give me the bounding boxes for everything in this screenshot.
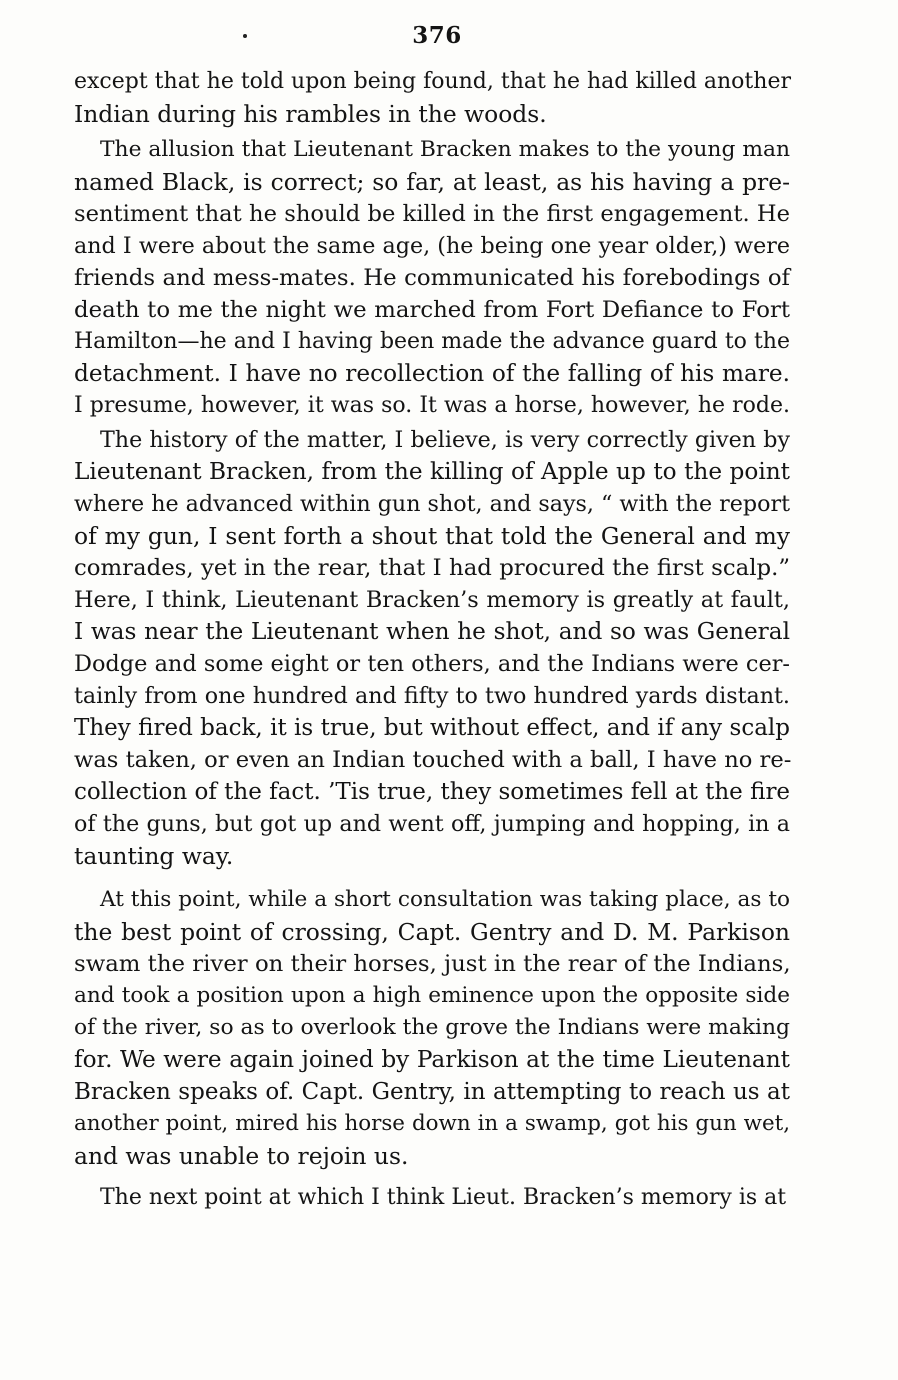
- text-line: and was unable to rejoin us.: [74, 1142, 409, 1170]
- text-line: friends and mess-mates. He communicated his forebodings of: [74, 265, 790, 291]
- text-line: comrades, yet in the rear, that I had procured the first scalp.”: [74, 555, 790, 581]
- text-line: named Black, is correct; so far, at least, as his having a pre-: [74, 168, 790, 196]
- text-line: sentiment that he should be killed in the first engagement. He: [74, 201, 790, 227]
- text-line: for. We were again joined by Parkison at the time Lieutenant: [74, 1046, 790, 1073]
- text-line: The history of the matter, I believe, is very correctly given by: [100, 427, 790, 453]
- text-line: The allusion that Lieutenant Bracken makes to the young man: [100, 137, 791, 162]
- text-line: I was near the Lieutenant when he shot, and so was General: [74, 618, 790, 645]
- text-line: Bracken speaks of. Capt. Gentry, in attempting to reach us at: [74, 1079, 790, 1105]
- text-line: The next point at which I think Lieut. Bracken’s memory is at: [100, 1185, 787, 1210]
- text-line: death to me the night we marched from Fort Defiance to Fort: [74, 297, 790, 323]
- text-line: Hamilton—he and I having been made the advance guard to the: [74, 329, 790, 354]
- text-line: collection of the fact. ’Tis true, they sometimes fell at the fire: [74, 779, 791, 805]
- text-line: of my gun, I sent forth a shout that told the General and my: [74, 522, 790, 550]
- text-line: Indian during his rambles in the woods.: [74, 100, 547, 128]
- text-line: another point, mired his horse down in a swamp, got his gun wet,: [74, 1111, 790, 1136]
- text-line: where he advanced within gun shot, and says, “ with the report: [74, 491, 790, 517]
- text-line: and took a position upon a high eminence upon the opposite side: [74, 983, 790, 1008]
- text-line: detachment. I have no recollection of the falling of his mare.: [74, 360, 790, 387]
- text-line: Lieutenant Bracken, from the killing of Apple up to the point: [74, 458, 790, 485]
- page-number: 376: [412, 22, 462, 49]
- ink-speck: [243, 34, 247, 38]
- text-line: of the river, so as to overlook the grove the Indians were making: [74, 1015, 790, 1040]
- text-line: the best point of crossing, Capt. Gentry and D. M. Parkison: [74, 918, 790, 946]
- text-line: I presume, however, it was so. It was a horse, however, he rode.: [74, 393, 790, 418]
- text-line: except that he told upon being found, that he had killed another: [74, 69, 791, 94]
- text-line: swam the river on their horses, just in the rear of the Indians,: [74, 951, 791, 977]
- text-line: Here, I think, Lieutenant Bracken’s memory is greatly at fault,: [74, 587, 790, 613]
- text-line: Dodge and some eight or ten others, and the Indians were cer-: [74, 651, 790, 677]
- text-line: At this point, while a short consultation was taking place, as to: [100, 887, 790, 912]
- text-line: and I were about the same age, (he being one year older,) were: [74, 233, 790, 259]
- text-line: taunting way.: [74, 842, 234, 870]
- text-line: They fired back, it is true, but without effect, and if any scalp: [74, 715, 790, 741]
- text-line: was taken, or even an Indian touched with a ball, I have no re-: [74, 747, 792, 773]
- text-line: of the guns, but got up and went off, jumping and hopping, in a: [74, 811, 790, 837]
- text-line: tainly from one hundred and fifty to two hundred yards distant.: [74, 683, 790, 709]
